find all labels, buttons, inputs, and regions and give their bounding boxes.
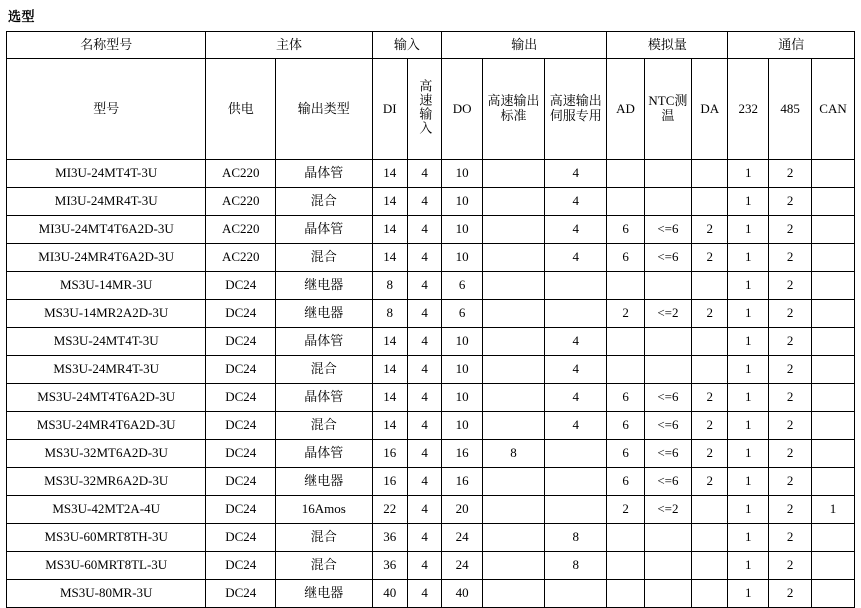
cell-hs-output-servo xyxy=(545,300,607,328)
cell-di: 40 xyxy=(372,580,407,608)
cell-power: DC24 xyxy=(206,384,276,412)
cell-can: 1 xyxy=(812,496,855,524)
cell-do: 10 xyxy=(442,412,483,440)
cell-high-speed-input: 4 xyxy=(407,272,441,300)
cell-can xyxy=(812,188,855,216)
cell-da xyxy=(691,188,727,216)
column-header-ntc: NTC测温 xyxy=(644,59,691,160)
cell-da xyxy=(691,496,727,524)
cell-ad: 6 xyxy=(607,412,645,440)
cell-model: MS3U-14MR2A2D-3U xyxy=(7,300,206,328)
cell-output-type: 混合 xyxy=(276,524,372,552)
cell-do: 10 xyxy=(442,384,483,412)
cell-output-type: 晶体管 xyxy=(276,160,372,188)
cell-can xyxy=(812,440,855,468)
cell-485: 2 xyxy=(769,244,812,272)
cell-can xyxy=(812,552,855,580)
cell-do: 6 xyxy=(442,272,483,300)
cell-can xyxy=(812,160,855,188)
cell-hs-output-standard xyxy=(482,524,544,552)
cell-output-type: 继电器 xyxy=(276,580,372,608)
cell-hs-output-standard: 8 xyxy=(482,440,544,468)
cell-can xyxy=(812,468,855,496)
cell-di: 16 xyxy=(372,440,407,468)
cell-232: 1 xyxy=(728,524,769,552)
cell-high-speed-input: 4 xyxy=(407,356,441,384)
cell-model: MS3U-24MT4T-3U xyxy=(7,328,206,356)
cell-power: DC24 xyxy=(206,496,276,524)
cell-da xyxy=(691,524,727,552)
column-header-high-speed-output-servo: 高速输出伺服专用 xyxy=(545,59,607,160)
cell-model: MS3U-24MT4T6A2D-3U xyxy=(7,384,206,412)
column-header-232: 232 xyxy=(728,59,769,160)
cell-485: 2 xyxy=(769,300,812,328)
cell-hs-output-standard xyxy=(482,300,544,328)
cell-485: 2 xyxy=(769,468,812,496)
cell-output-type: 继电器 xyxy=(276,272,372,300)
cell-high-speed-input: 4 xyxy=(407,412,441,440)
cell-hs-output-servo: 8 xyxy=(545,524,607,552)
cell-ad: 6 xyxy=(607,244,645,272)
table-row xyxy=(7,300,855,328)
table-row xyxy=(7,384,855,412)
cell-do: 6 xyxy=(442,300,483,328)
cell-da: 2 xyxy=(691,440,727,468)
cell-232: 1 xyxy=(728,188,769,216)
cell-hs-output-standard xyxy=(482,496,544,524)
cell-model: MS3U-14MR-3U xyxy=(7,272,206,300)
cell-high-speed-input: 4 xyxy=(407,216,441,244)
cell-do: 24 xyxy=(442,552,483,580)
table-row xyxy=(7,328,855,356)
column-header-da: DA xyxy=(691,59,727,160)
cell-high-speed-input: 4 xyxy=(407,300,441,328)
cell-high-speed-input: 4 xyxy=(407,328,441,356)
group-header-input: 输入 xyxy=(372,32,442,59)
cell-model: MS3U-80MR-3U xyxy=(7,580,206,608)
cell-ntc: <=2 xyxy=(644,496,691,524)
cell-232: 1 xyxy=(728,468,769,496)
cell-232: 1 xyxy=(728,272,769,300)
cell-ntc xyxy=(644,552,691,580)
cell-power: AC220 xyxy=(206,188,276,216)
cell-hs-output-standard xyxy=(482,468,544,496)
cell-da xyxy=(691,580,727,608)
group-header-name: 名称型号 xyxy=(7,32,206,59)
cell-hs-output-servo: 4 xyxy=(545,412,607,440)
cell-ad: 6 xyxy=(607,440,645,468)
cell-do: 16 xyxy=(442,468,483,496)
cell-high-speed-input: 4 xyxy=(407,468,441,496)
cell-ntc: <=6 xyxy=(644,384,691,412)
cell-can xyxy=(812,356,855,384)
cell-hs-output-servo xyxy=(545,468,607,496)
cell-power: DC24 xyxy=(206,552,276,580)
cell-ntc: <=2 xyxy=(644,300,691,328)
cell-ntc: <=6 xyxy=(644,468,691,496)
table-row xyxy=(7,496,855,524)
cell-output-type: 混合 xyxy=(276,244,372,272)
cell-485: 2 xyxy=(769,412,812,440)
cell-can xyxy=(812,384,855,412)
cell-model: MI3U-24MT4T-3U xyxy=(7,160,206,188)
cell-ntc xyxy=(644,356,691,384)
cell-di: 14 xyxy=(372,160,407,188)
cell-485: 2 xyxy=(769,328,812,356)
cell-do: 10 xyxy=(442,160,483,188)
cell-power: AC220 xyxy=(206,160,276,188)
cell-do: 10 xyxy=(442,188,483,216)
cell-hs-output-servo: 4 xyxy=(545,384,607,412)
cell-high-speed-input: 4 xyxy=(407,496,441,524)
cell-model: MI3U-24MR4T6A2D-3U xyxy=(7,244,206,272)
cell-high-speed-input: 4 xyxy=(407,524,441,552)
table-row xyxy=(7,160,855,188)
column-header-ad: AD xyxy=(607,59,645,160)
group-header-body: 主体 xyxy=(206,32,372,59)
cell-ntc: <=6 xyxy=(644,244,691,272)
cell-high-speed-input: 4 xyxy=(407,244,441,272)
cell-power: AC220 xyxy=(206,244,276,272)
cell-hs-output-standard xyxy=(482,216,544,244)
cell-model: MI3U-24MR4T-3U xyxy=(7,188,206,216)
cell-do: 24 xyxy=(442,524,483,552)
cell-hs-output-standard xyxy=(482,244,544,272)
cell-can xyxy=(812,300,855,328)
cell-hs-output-standard xyxy=(482,384,544,412)
column-header-high-speed-input: 高速输入 xyxy=(407,59,441,160)
cell-232: 1 xyxy=(728,384,769,412)
cell-ad: 6 xyxy=(607,384,645,412)
cell-can xyxy=(812,272,855,300)
cell-power: DC24 xyxy=(206,524,276,552)
cell-485: 2 xyxy=(769,216,812,244)
cell-high-speed-input: 4 xyxy=(407,188,441,216)
cell-ad: 6 xyxy=(607,216,645,244)
cell-output-type: 混合 xyxy=(276,552,372,580)
cell-ad xyxy=(607,272,645,300)
cell-can xyxy=(812,412,855,440)
cell-hs-output-servo: 4 xyxy=(545,216,607,244)
cell-high-speed-input: 4 xyxy=(407,160,441,188)
cell-hs-output-servo xyxy=(545,272,607,300)
cell-output-type: 16Amos xyxy=(276,496,372,524)
cell-power: DC24 xyxy=(206,412,276,440)
cell-output-type: 继电器 xyxy=(276,468,372,496)
cell-di: 14 xyxy=(372,188,407,216)
cell-485: 2 xyxy=(769,188,812,216)
cell-232: 1 xyxy=(728,412,769,440)
cell-do: 10 xyxy=(442,328,483,356)
table-row xyxy=(7,580,855,608)
cell-485: 2 xyxy=(769,552,812,580)
cell-hs-output-standard xyxy=(482,580,544,608)
cell-do: 16 xyxy=(442,440,483,468)
cell-hs-output-standard xyxy=(482,328,544,356)
cell-di: 14 xyxy=(372,328,407,356)
table-row xyxy=(7,412,855,440)
column-header-row xyxy=(7,59,855,160)
cell-output-type: 混合 xyxy=(276,412,372,440)
column-header-di: DI xyxy=(372,59,407,160)
table-row xyxy=(7,244,855,272)
cell-hs-output-servo: 4 xyxy=(545,356,607,384)
cell-power: DC24 xyxy=(206,328,276,356)
cell-output-type: 晶体管 xyxy=(276,216,372,244)
table-row xyxy=(7,188,855,216)
cell-power: DC24 xyxy=(206,272,276,300)
cell-di: 8 xyxy=(372,272,407,300)
cell-ntc xyxy=(644,328,691,356)
column-header-power: 供电 xyxy=(206,59,276,160)
cell-232: 1 xyxy=(728,496,769,524)
cell-power: AC220 xyxy=(206,216,276,244)
cell-model: MS3U-32MT6A2D-3U xyxy=(7,440,206,468)
cell-485: 2 xyxy=(769,272,812,300)
cell-ntc: <=6 xyxy=(644,216,691,244)
cell-485: 2 xyxy=(769,384,812,412)
cell-can xyxy=(812,244,855,272)
cell-hs-output-servo xyxy=(545,496,607,524)
group-header-communication: 通信 xyxy=(728,32,855,59)
cell-di: 36 xyxy=(372,524,407,552)
cell-model: MI3U-24MT4T6A2D-3U xyxy=(7,216,206,244)
cell-hs-output-servo: 4 xyxy=(545,160,607,188)
cell-da xyxy=(691,552,727,580)
cell-can xyxy=(812,328,855,356)
cell-ad xyxy=(607,188,645,216)
column-header-485: 485 xyxy=(769,59,812,160)
cell-232: 1 xyxy=(728,580,769,608)
cell-ntc xyxy=(644,188,691,216)
cell-ntc xyxy=(644,524,691,552)
cell-485: 2 xyxy=(769,440,812,468)
cell-485: 2 xyxy=(769,356,812,384)
cell-hs-output-standard xyxy=(482,160,544,188)
cell-232: 1 xyxy=(728,552,769,580)
group-header-analog: 模拟量 xyxy=(607,32,728,59)
cell-da: 2 xyxy=(691,468,727,496)
cell-da: 2 xyxy=(691,384,727,412)
cell-ntc: <=6 xyxy=(644,412,691,440)
selection-table xyxy=(6,31,855,608)
cell-232: 1 xyxy=(728,244,769,272)
table-row xyxy=(7,552,855,580)
cell-hs-output-servo xyxy=(545,580,607,608)
cell-485: 2 xyxy=(769,160,812,188)
cell-power: DC24 xyxy=(206,300,276,328)
cell-power: DC24 xyxy=(206,468,276,496)
cell-model: MS3U-24MR4T-3U xyxy=(7,356,206,384)
cell-output-type: 混合 xyxy=(276,356,372,384)
cell-hs-output-servo: 4 xyxy=(545,244,607,272)
group-header-output: 输出 xyxy=(442,32,607,59)
cell-high-speed-input: 4 xyxy=(407,384,441,412)
table-body xyxy=(7,160,855,608)
table-row xyxy=(7,216,855,244)
cell-di: 14 xyxy=(372,244,407,272)
cell-ad: 2 xyxy=(607,496,645,524)
group-header-row xyxy=(7,32,855,59)
cell-232: 1 xyxy=(728,160,769,188)
cell-output-type: 继电器 xyxy=(276,300,372,328)
cell-232: 1 xyxy=(728,300,769,328)
cell-output-type: 混合 xyxy=(276,188,372,216)
cell-ntc xyxy=(644,580,691,608)
cell-ad xyxy=(607,580,645,608)
cell-do: 10 xyxy=(442,216,483,244)
cell-di: 14 xyxy=(372,384,407,412)
cell-ad xyxy=(607,356,645,384)
cell-model: MS3U-42MT2A-4U xyxy=(7,496,206,524)
cell-ad xyxy=(607,160,645,188)
cell-da: 2 xyxy=(691,244,727,272)
cell-232: 1 xyxy=(728,356,769,384)
cell-hs-output-standard xyxy=(482,412,544,440)
cell-di: 14 xyxy=(372,356,407,384)
cell-power: DC24 xyxy=(206,580,276,608)
cell-da: 2 xyxy=(691,300,727,328)
cell-ad: 2 xyxy=(607,300,645,328)
cell-da xyxy=(691,356,727,384)
table-row xyxy=(7,440,855,468)
cell-model: MS3U-32MR6A2D-3U xyxy=(7,468,206,496)
table-row xyxy=(7,468,855,496)
cell-di: 8 xyxy=(372,300,407,328)
column-header-output-type: 输出类型 xyxy=(276,59,372,160)
cell-can xyxy=(812,524,855,552)
cell-ntc xyxy=(644,272,691,300)
cell-ad: 6 xyxy=(607,468,645,496)
cell-ad xyxy=(607,328,645,356)
column-header-model: 型号 xyxy=(7,59,206,160)
cell-hs-output-servo: 4 xyxy=(545,328,607,356)
cell-di: 14 xyxy=(372,412,407,440)
cell-do: 10 xyxy=(442,244,483,272)
cell-232: 1 xyxy=(728,440,769,468)
cell-power: DC24 xyxy=(206,440,276,468)
cell-high-speed-input: 4 xyxy=(407,440,441,468)
cell-hs-output-standard xyxy=(482,272,544,300)
cell-da: 2 xyxy=(691,216,727,244)
cell-do: 20 xyxy=(442,496,483,524)
cell-can xyxy=(812,580,855,608)
cell-ad xyxy=(607,552,645,580)
cell-di: 22 xyxy=(372,496,407,524)
cell-485: 2 xyxy=(769,496,812,524)
cell-do: 10 xyxy=(442,356,483,384)
cell-ntc: <=6 xyxy=(644,440,691,468)
cell-hs-output-servo: 8 xyxy=(545,552,607,580)
cell-output-type: 晶体管 xyxy=(276,440,372,468)
column-header-can: CAN xyxy=(812,59,855,160)
cell-model: MS3U-60MRT8TH-3U xyxy=(7,524,206,552)
cell-485: 2 xyxy=(769,580,812,608)
cell-da xyxy=(691,328,727,356)
cell-da xyxy=(691,160,727,188)
cell-di: 14 xyxy=(372,216,407,244)
cell-di: 16 xyxy=(372,468,407,496)
cell-ad xyxy=(607,524,645,552)
cell-model: MS3U-60MRT8TL-3U xyxy=(7,552,206,580)
column-header-do: DO xyxy=(442,59,483,160)
table-row xyxy=(7,524,855,552)
cell-485: 2 xyxy=(769,524,812,552)
cell-hs-output-standard xyxy=(482,552,544,580)
cell-hs-output-standard xyxy=(482,188,544,216)
cell-model: MS3U-24MR4T6A2D-3U xyxy=(7,412,206,440)
table-row xyxy=(7,356,855,384)
cell-do: 40 xyxy=(442,580,483,608)
cell-da: 2 xyxy=(691,412,727,440)
cell-da xyxy=(691,272,727,300)
cell-high-speed-input: 4 xyxy=(407,580,441,608)
cell-hs-output-servo xyxy=(545,440,607,468)
page-title: 选型 xyxy=(8,9,36,24)
cell-232: 1 xyxy=(728,216,769,244)
cell-high-speed-input: 4 xyxy=(407,552,441,580)
cell-can xyxy=(812,216,855,244)
column-header-high-speed-output-standard: 高速输出标准 xyxy=(482,59,544,160)
cell-hs-output-standard xyxy=(482,356,544,384)
cell-hs-output-servo: 4 xyxy=(545,188,607,216)
cell-output-type: 晶体管 xyxy=(276,384,372,412)
cell-ntc xyxy=(644,160,691,188)
table-row xyxy=(7,272,855,300)
cell-232: 1 xyxy=(728,328,769,356)
cell-output-type: 晶体管 xyxy=(276,328,372,356)
cell-power: DC24 xyxy=(206,356,276,384)
cell-di: 36 xyxy=(372,552,407,580)
